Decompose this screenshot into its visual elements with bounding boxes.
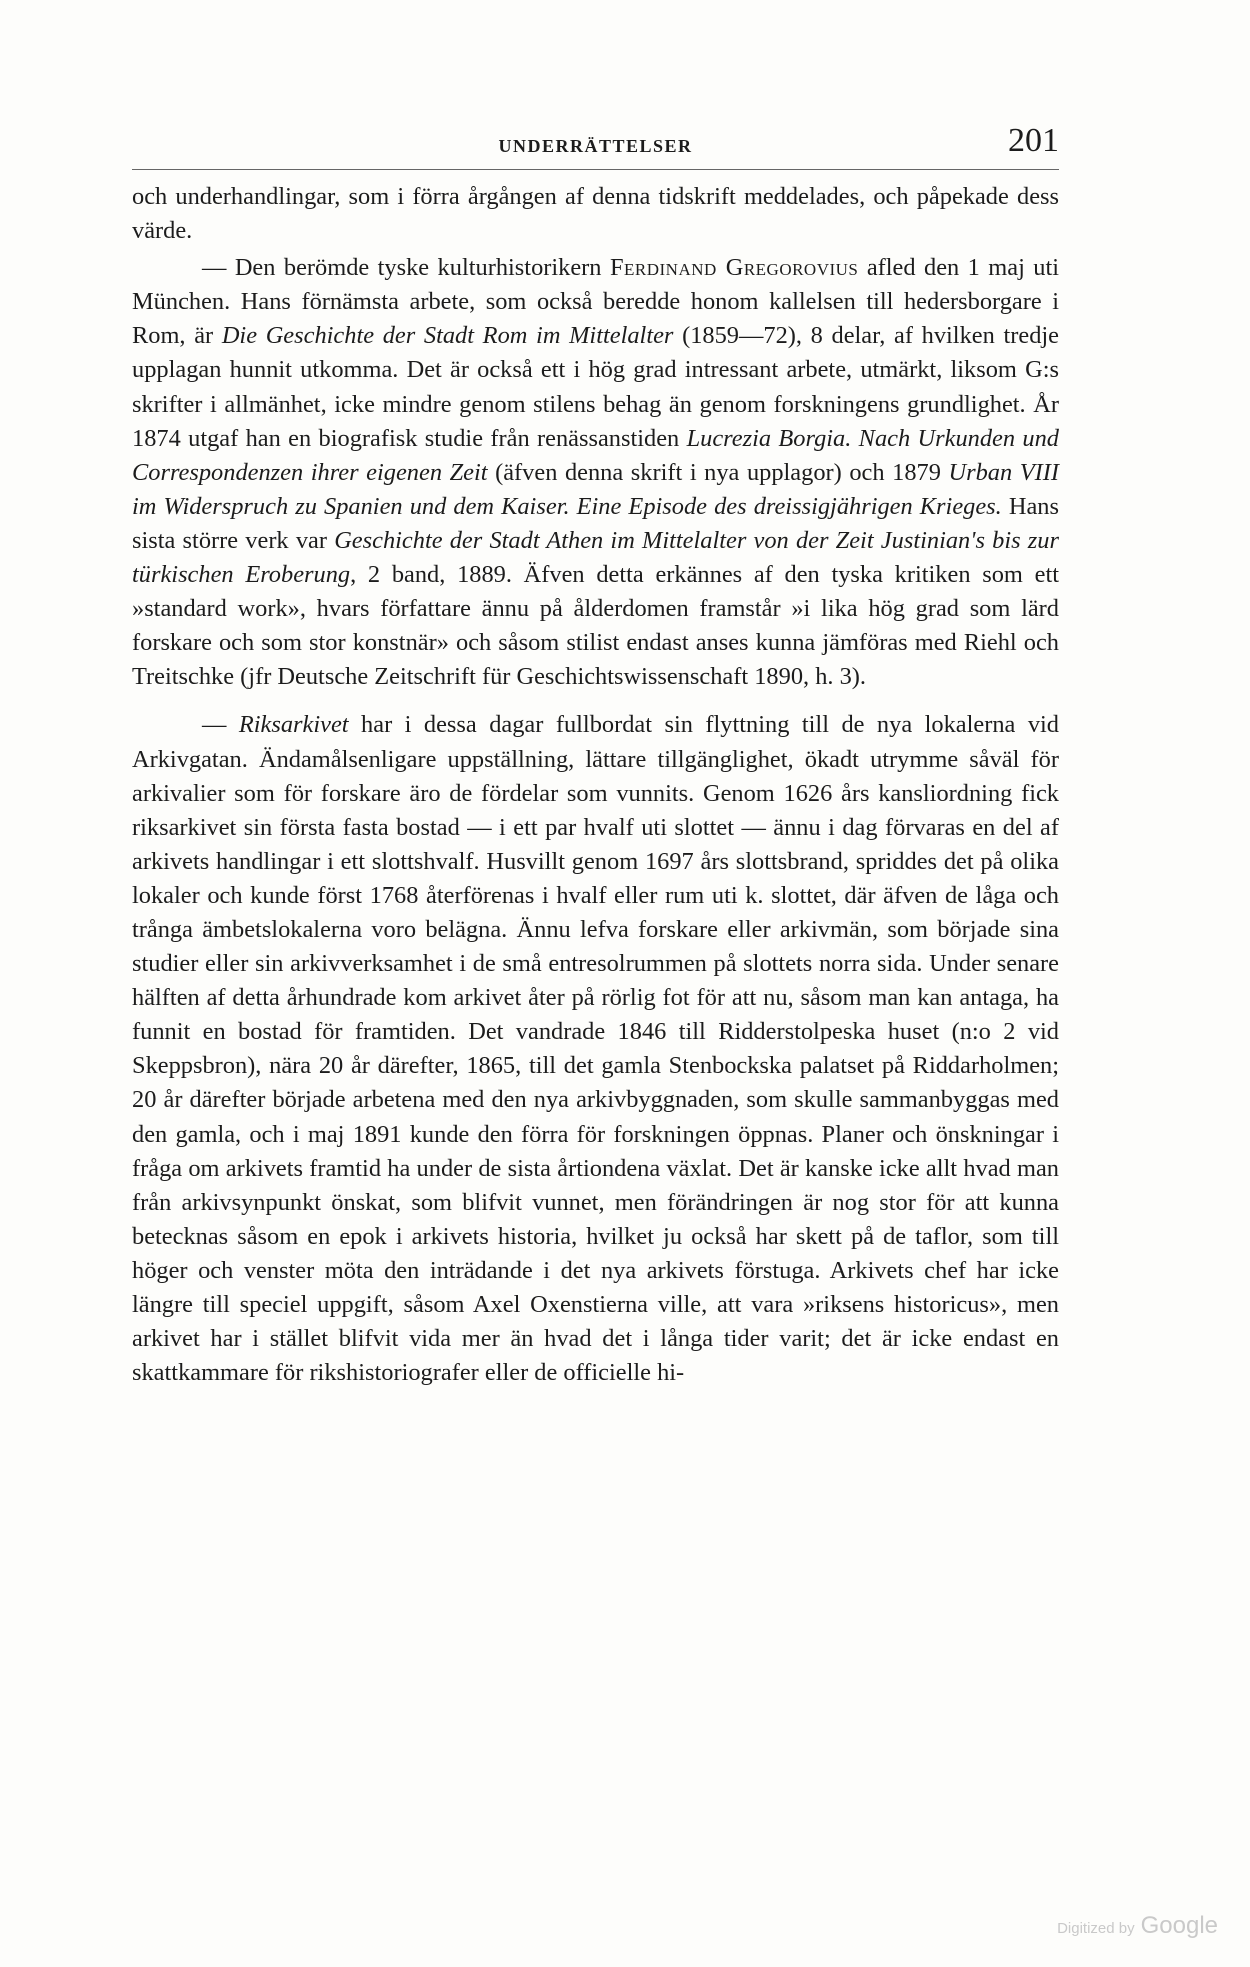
text-run: Hans sista större verk var xyxy=(132,492,1059,554)
small-caps-name: Ferdinand Gregorovius xyxy=(609,254,859,282)
text-run: (1859—72), 8 delar, af hvilken tredje upplagan hunnit utkomma. Det är också ett i hög grad intressant arbete, utmärkt, liksom G:s skrifter i allmänhet, icke mindre genom stilens behag än genom forskningens grundlighet. År 1874 utgaf han en biografisk studie från renässanstiden xyxy=(132,322,1059,452)
italic-title: Die Geschichte der Stadt Rom im Mittelalter xyxy=(221,322,674,350)
page-number: 201 xyxy=(1008,122,1059,159)
page-header xyxy=(132,122,1059,168)
text-run: (äfven denna skrift i nya upplagor) och 1879 xyxy=(487,458,949,486)
text-run: , 2 band, 1889. Äfven detta erkännes af den tyska kritiken som ett »standard work», hvars författare ännu på ålderdomen framstår »i lika hög grad som lärd forskare och som stor konstnär» och såsom stilist endast anses kunna jämföras med Riehl och Treitschke (jfr Deutsche Zeitschrift für Geschichtswissenschaft 1890, h. 3). xyxy=(132,561,1059,691)
text-run: — xyxy=(202,711,239,739)
text-run: — Den berömde tyske kulturhistorikern xyxy=(202,254,610,282)
italic-title: Riksarkivet xyxy=(238,711,349,739)
paragraph-1 xyxy=(132,180,1059,248)
text-run: och underhandlingar, som i förra årgången af denna tidskrift meddelades, och påpekade dess värde. xyxy=(132,183,1059,245)
digitization-watermark xyxy=(1057,1912,1218,1940)
text-run: afled den 1 maj uti München. Hans förnämsta arbete, som också beredde honom kallelsen till hedersborgare i Rom, är xyxy=(132,254,1060,350)
italic-title: Geschichte der Stadt Athen im Mittelalter von der Zeit Justinian's bis zur türkischen Eroberung xyxy=(132,526,1059,589)
watermark-brand: Google xyxy=(1140,1912,1218,1939)
paragraph-gregorovius xyxy=(132,251,1059,694)
italic-title: Lucrezia Borgia. Nach Urkunden und Correspondenzen ihrer eigenen Zeit xyxy=(132,424,1059,486)
header-rule xyxy=(132,169,1059,170)
paragraph-riksarkivet xyxy=(132,708,1059,1390)
text-run: har i dessa dagar fullbordat sin flyttning till de nya lokalerna vid Arkivgatan. Ändamålsenligare uppställning, lättare tillgänglighet, ökadt utrymme såväl för arkivalier som för forskare äro de fördelar som vunnits. Genom 1626 års kansliordning fick riksarkivet sin första fasta bostad — i ett par hvalf uti slottet — ännu i dag förvaras en del af arkivets handlingar i ett slottshvalf. Husvillt genom 1697 års slottsbrand, spriddes det på olika lokaler och kunde först 1768 återförenas i hvalf eller rum uti k. slottet, där äfven de låga och trånga ämbetslokalerna voro belägna. Ännu lefva forskare eller arkivmän, som började sina studier eller sin arkivverksamhet i de små entresolrummen på slottets norra sida. Under senare hälften af detta århundrade kom arkivet åter på rörlig fot för att nu, såsom man kan antaga, ha funnit en bostad för framtiden. Det vandrade 1846 till Ridderstolpeska huset (n:o 2 vid Skeppsbron), nära 20 år därefter, 1865, till det gamla Stenbockska palatset på Riddarholmen; 20 år därefter började arbetena med den nya arkivbyggnaden, som skulle sammanbyggas med den gamla, och i maj 1891 kunde den förra för forskningen öppnas. Planer och önskningar i fråga om arkivets framtid ha under de sista årtiondena växlat. Det är kanske icke allt hvad man från arkivsynpunkt önskat, som blifvit vunnet, men förändringen är nog stor för att kunna betecknas såsom en epok i arkivets historia, hvilket ju också har skett på de taflor, som till höger och venster möta den inträdande i det nya arkivets förstuga. Arkivets chef har icke längre till speciel uppgift, såsom Axel Oxenstierna ville, att vara »riksens historicus», men arkivet har i stället blifvit vida mer än hvad det i långa tider varit; det är icke endast en skattkammare för rikshistoriografer eller de officielle hi- xyxy=(132,711,1059,1387)
italic-title: Urban VIII im Widerspruch zu Spanien und dem Kaiser. Eine Episode des dreissigjährigen Krieges. xyxy=(132,458,1059,520)
watermark-prefix: Digitized by xyxy=(1057,1920,1135,1937)
body-text xyxy=(132,180,1059,1390)
running-head: UNDERRÄTTELSER xyxy=(498,136,693,156)
